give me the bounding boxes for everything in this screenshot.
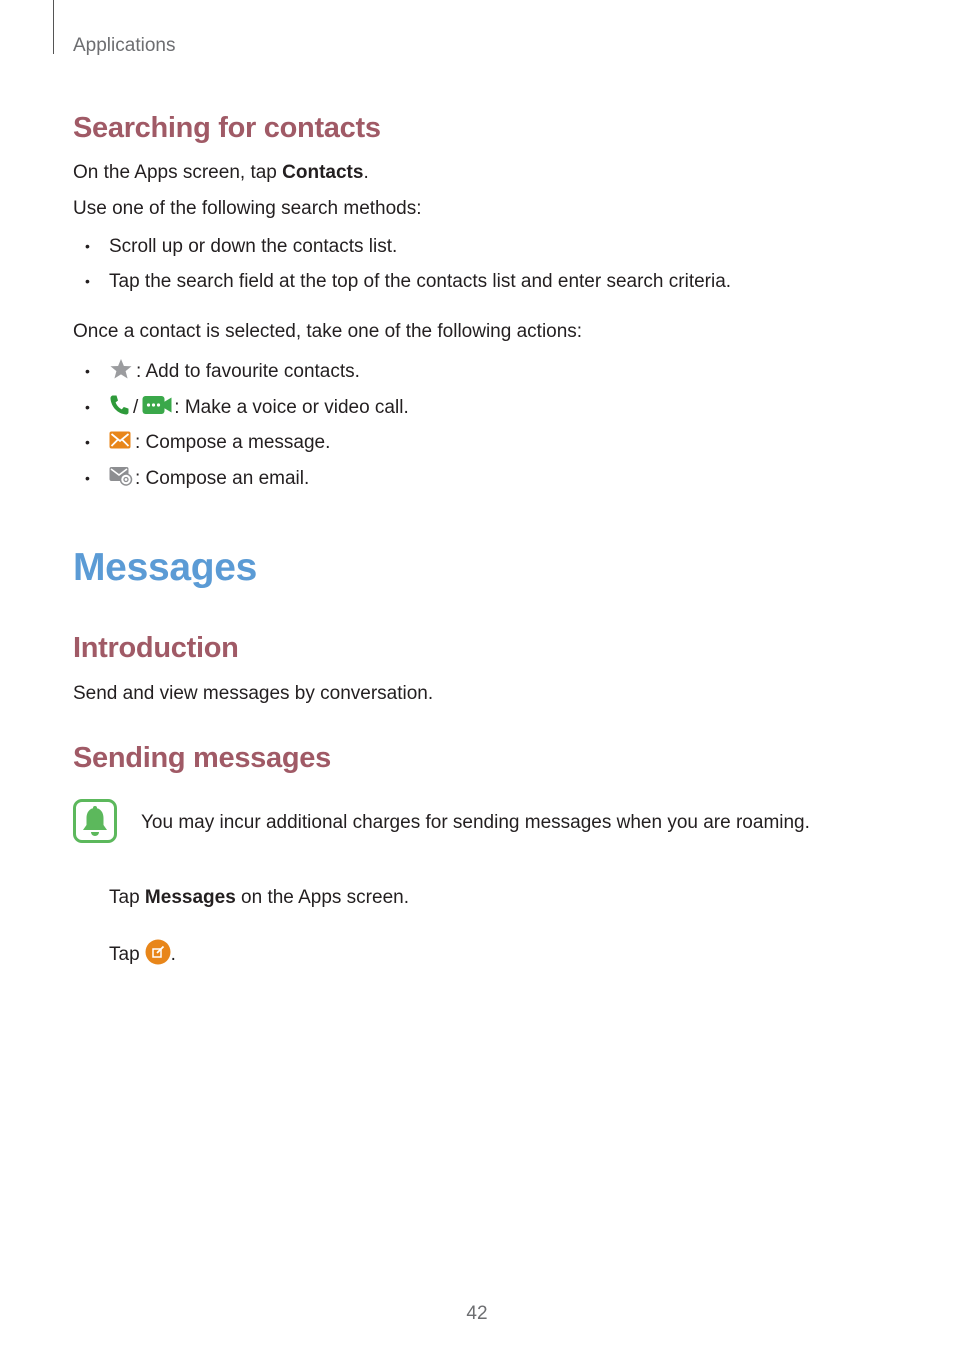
bullet-marker: • — [85, 238, 90, 254]
step-suffix: on the Apps screen. — [235, 887, 409, 908]
bullet-marker: • — [85, 363, 90, 379]
chapter-title-messages: Messages — [73, 546, 258, 589]
message-icon — [109, 431, 131, 455]
step-tap-compose — [109, 942, 176, 968]
action-text: : Compose a message. — [135, 432, 331, 453]
email-icon — [109, 466, 133, 492]
section-heading-introduction: Introduction — [73, 632, 239, 664]
section-heading-sending-messages: Sending messages — [73, 742, 331, 774]
star-icon — [109, 358, 133, 386]
step-prefix: Tap — [109, 887, 145, 908]
phone-icon — [109, 394, 129, 422]
action-text: : Compose an email. — [135, 468, 310, 489]
step-open-messages — [109, 886, 409, 910]
contacts-intro-suffix: . — [363, 162, 369, 183]
bullet-marker: • — [85, 434, 90, 450]
bell-notice-icon — [73, 799, 117, 843]
action-text: : Add to favourite contacts. — [136, 361, 360, 382]
step-prefix: Tap — [109, 944, 140, 965]
section-heading-searching-contacts: Searching for contacts — [73, 112, 381, 144]
action-item-call — [109, 396, 409, 420]
search-method-item: Scroll up or down the contacts list. — [109, 236, 398, 257]
bullet-marker: • — [85, 399, 90, 415]
bullet-marker: • — [85, 273, 90, 289]
bullet-marker: • — [85, 470, 90, 486]
action-item-message — [109, 431, 330, 455]
icon-separator: / — [133, 397, 139, 418]
page-number: 42 — [466, 1303, 488, 1324]
contacts-intro-paragraph — [73, 161, 369, 185]
page-edge-rule — [53, 0, 54, 54]
video-call-icon — [142, 395, 172, 421]
action-text: : Make a voice or video call. — [174, 397, 409, 418]
actions-intro: Once a contact is selected, take one of the following actions: — [73, 321, 583, 342]
contacts-app-name: Contacts — [282, 162, 364, 183]
action-item-email — [109, 467, 309, 491]
contacts-intro-prefix: On the Apps screen, tap — [73, 162, 283, 183]
roaming-charges-note: You may incur additional charges for sending messages when you are roaming. — [141, 812, 810, 833]
compose-icon — [145, 939, 171, 971]
step-suffix: . — [170, 944, 176, 965]
running-header: Applications — [73, 35, 176, 56]
action-item-favourite — [109, 360, 360, 384]
introduction-text: Send and view messages by conversation. — [73, 683, 434, 704]
messages-app-name: Messages — [144, 887, 236, 908]
search-method-item: Tap the search field at the top of the contacts list and enter search criteria. — [109, 271, 732, 292]
search-methods-intro: Use one of the following search methods: — [73, 198, 422, 219]
